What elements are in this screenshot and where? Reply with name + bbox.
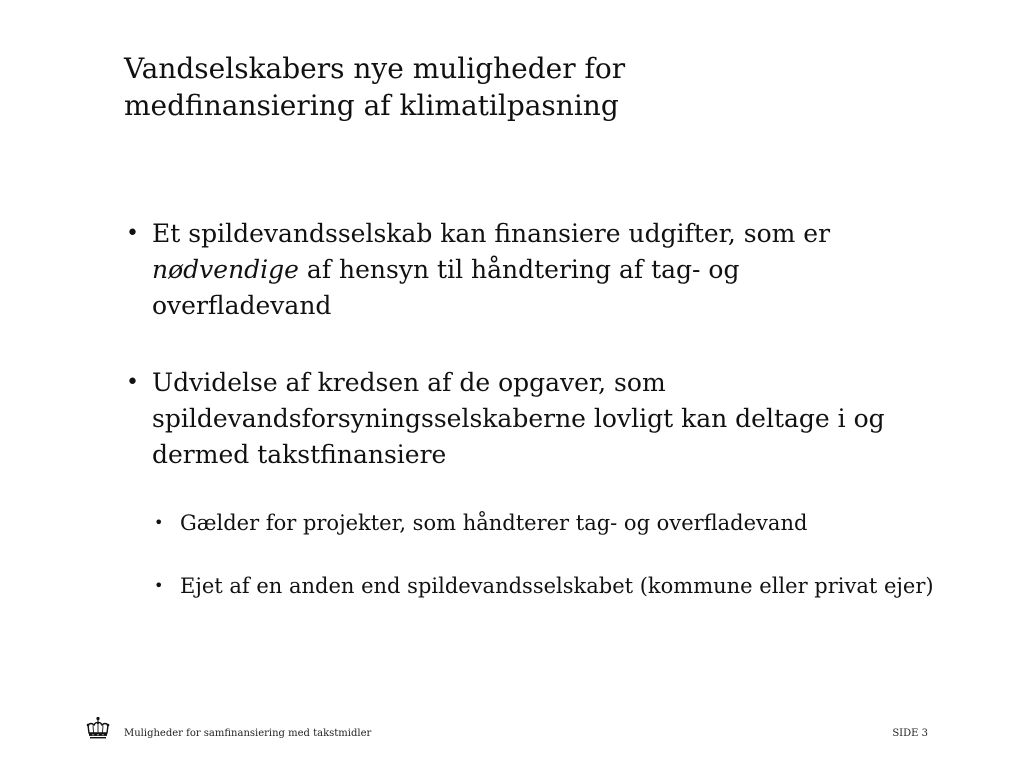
bullet-text-part: Et spildevandsselskab kan finansiere udgifter, som er: [152, 219, 831, 248]
sub-bullet-dot: •: [154, 513, 164, 532]
slide-title-line-2: medfinansiering af klimatilpasning: [124, 89, 619, 122]
sub-bullet-text: Ejet af en anden end spildevandsselskabet (kommune eller privat ejer): [180, 574, 934, 598]
sub-bullet-text: Gælder for projekter, som håndterer tag- og overfladevand: [180, 511, 808, 535]
crown-icon: [84, 716, 112, 742]
bullet-item-financing: [126, 216, 926, 324]
footer-text: Muligheder for samfinansiering med takstmidler: [124, 728, 372, 739]
bullet-text-part: af hensyn til håndtering af tag- og overfladevand: [152, 255, 740, 320]
page-number: SIDE 3: [892, 728, 928, 739]
slide-footer: [0, 712, 1024, 752]
bullet-text: [152, 216, 926, 324]
bullet-item-expansion: [126, 365, 926, 473]
slide-title-line-1: Vandselskabers nye muligheder for: [124, 52, 626, 85]
bullet-text-emphasis: nødvendige: [152, 255, 299, 284]
sub-bullet-item-owner: [154, 571, 944, 601]
bullet-dot: •: [126, 370, 139, 395]
sub-bullet-dot: •: [154, 576, 164, 595]
bullet-text: Udvidelse af kredsen af de opgaver, som spildevandsforsyningsselskaberne lovligt kan deltage i og dermed takstfinansiere: [152, 368, 885, 469]
bullet-dot: •: [126, 221, 139, 246]
sub-bullet-item-projects: [154, 508, 944, 538]
